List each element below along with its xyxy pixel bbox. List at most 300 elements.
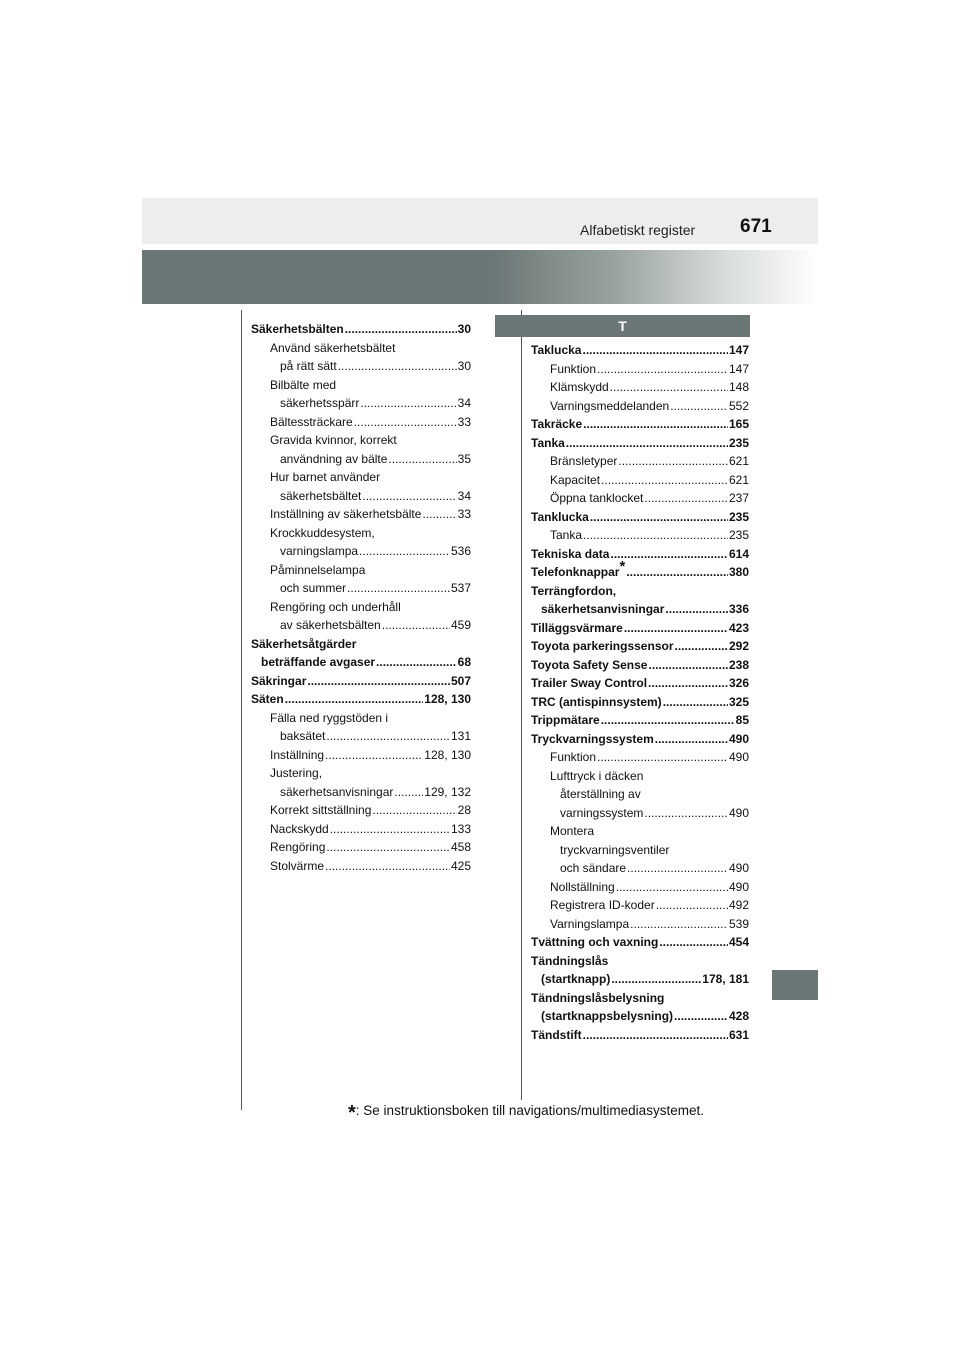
index-term	[560, 804, 643, 823]
index-term-text: Säkerhetsbälten	[251, 322, 344, 336]
index-term-text: säkerhetsanvisningar	[280, 784, 394, 799]
index-term	[531, 558, 626, 582]
dot-leader	[624, 619, 728, 638]
page-ref: 30	[457, 322, 471, 336]
index-term	[270, 746, 324, 765]
page-ref: 178, 181	[702, 972, 749, 986]
index-term	[280, 783, 393, 802]
index-term	[280, 450, 387, 469]
page-ref: 235	[728, 528, 749, 542]
index-column-left	[251, 320, 471, 875]
footnote-text: : Se instruktionsboken till navigations/multimediasystemet.	[355, 1103, 704, 1118]
index-term	[550, 378, 609, 397]
index-term	[280, 357, 337, 376]
index-entry	[251, 820, 471, 839]
page-number: 671	[740, 216, 772, 237]
chapter-band	[142, 250, 818, 304]
index-term	[531, 415, 582, 434]
index-term	[280, 487, 361, 506]
index-entry	[531, 970, 749, 989]
index-entry	[531, 878, 749, 897]
index-entry	[531, 397, 749, 416]
index-term-text: Tekniska data	[531, 546, 610, 561]
page-ref: 68	[457, 655, 471, 669]
index-term	[531, 933, 658, 952]
index-term-text: av säkerhetsbälten	[280, 618, 381, 632]
index-term-text: Tvättning och vaxning	[531, 935, 659, 949]
index-term-text: och sändare	[560, 861, 627, 875]
index-term-text: Varningslampa	[550, 916, 630, 931]
index-term-text: beträffande avgaser	[261, 655, 376, 669]
dot-leader	[345, 320, 457, 339]
index-term-text: Varningsmeddelanden	[550, 398, 670, 413]
dot-leader	[597, 748, 728, 767]
dot-leader	[382, 616, 450, 635]
index-term: Lufttryck i däcken	[550, 768, 644, 783]
dot-leader	[362, 487, 456, 506]
index-entry	[251, 413, 471, 432]
index-term-text: Telefonknappar	[531, 565, 620, 579]
index-term	[531, 711, 600, 730]
index-term	[270, 838, 325, 857]
index-term	[251, 320, 344, 339]
index-entry	[531, 558, 749, 582]
index-term: tryckvarningsventiler	[560, 842, 670, 857]
middle-column-rule	[521, 310, 522, 1100]
index-term-text: säkerhetsbältet	[280, 488, 362, 503]
dot-leader	[644, 489, 728, 508]
index-term-text: Trailer Sway Control	[531, 676, 648, 690]
index-term-text: Funktion	[550, 750, 597, 764]
index-entry	[531, 656, 749, 675]
dot-leader	[307, 672, 450, 691]
dot-leader	[648, 674, 728, 693]
index-entry	[251, 746, 471, 765]
index-term	[560, 859, 626, 878]
dot-leader	[566, 434, 728, 453]
index-entry	[251, 320, 471, 339]
index-term	[251, 672, 306, 691]
page-ref: 35	[457, 451, 471, 466]
index-term-text: säkerhetsspärr	[280, 396, 360, 410]
dot-leader	[601, 711, 735, 730]
index-term	[541, 600, 664, 619]
page-ref: 428	[728, 1009, 749, 1023]
index-term	[531, 434, 565, 453]
dot-leader	[597, 360, 728, 379]
index-term-text: Kapacitet	[550, 472, 601, 487]
page-ref: 133	[450, 821, 471, 836]
index-term-text: TRC (antispinnsystem)	[531, 694, 662, 709]
page-ref: 336	[728, 602, 749, 616]
page-ref: 34	[457, 396, 471, 410]
index-entry	[251, 542, 471, 561]
page-ref: 85	[735, 713, 749, 727]
index-entry	[251, 357, 471, 376]
page-ref: 131	[450, 729, 471, 743]
page-ref: 459	[450, 618, 471, 632]
index-entry	[531, 748, 749, 767]
index-entry	[531, 471, 749, 490]
index-entry	[531, 730, 749, 749]
dot-leader	[663, 693, 728, 712]
page-ref: 237	[728, 491, 749, 505]
index-term: Gravida kvinnor, korrekt	[270, 433, 397, 447]
dot-leader	[338, 357, 457, 376]
index-entry	[251, 727, 471, 746]
section-title: Alfabetiskt register	[580, 222, 696, 238]
dot-leader	[665, 600, 728, 619]
dot-leader	[354, 413, 457, 432]
index-term	[531, 730, 654, 749]
index-entry	[251, 709, 471, 728]
page-ref: 454	[728, 935, 749, 949]
page-ref: 129, 132	[424, 784, 471, 799]
index-term-text: Inställning	[270, 747, 325, 762]
index-entry	[251, 801, 471, 820]
index-term	[541, 970, 610, 989]
index-entry	[251, 857, 471, 876]
dot-leader	[422, 505, 456, 524]
page-ref: 380	[728, 565, 749, 579]
dot-leader	[330, 820, 450, 839]
index-term-text: Inställning av säkerhetsbälte	[270, 507, 422, 521]
index-term-text: säkerhetsanvisningar	[541, 602, 665, 616]
index-term-text: Toyota parkeringssensor	[531, 639, 674, 653]
index-term	[251, 690, 284, 709]
dot-leader	[656, 896, 728, 915]
index-entry	[531, 619, 749, 638]
dot-leader	[616, 878, 728, 897]
index-term-text: Klämskydd	[550, 380, 609, 394]
index-term-text: och summer	[280, 581, 347, 595]
index-term: Montera	[550, 824, 595, 838]
page-ref: 490	[728, 750, 749, 764]
index-entry	[531, 693, 749, 712]
index-term-text: (startknapp)	[541, 972, 611, 986]
index-entry	[531, 785, 749, 804]
index-term: Krockkuddesystem,	[270, 525, 375, 540]
index-term-text: Tanka	[531, 435, 565, 450]
dot-leader	[670, 397, 728, 416]
index-term-text: Takräcke	[531, 417, 583, 431]
index-entry	[531, 360, 749, 379]
index-entry	[531, 452, 749, 471]
index-letter-heading: T	[495, 315, 750, 337]
dot-leader	[655, 730, 728, 749]
dot-leader	[372, 801, 456, 820]
page-ref: 490	[728, 879, 749, 894]
index-entry	[531, 600, 749, 619]
page-ref: 28	[457, 803, 471, 817]
index-term-text: varningssystem	[560, 805, 644, 820]
dot-leader	[325, 746, 423, 765]
index-entry	[531, 378, 749, 397]
dot-leader	[611, 970, 701, 989]
index-term	[270, 857, 324, 876]
index-term: Hur barnet använder	[270, 470, 381, 484]
page-ref: 507	[450, 673, 471, 688]
index-term	[550, 896, 655, 915]
index-term: Rengöring och underhåll	[270, 599, 401, 614]
index-term-text: Registrera ID-koder	[550, 898, 655, 912]
index-term-text: Säkringar	[251, 673, 307, 688]
index-term: Tändningslåsbelysning	[531, 990, 665, 1005]
index-term	[531, 508, 589, 527]
index-term-text: Tändstift	[531, 1027, 582, 1042]
page-ref: 490	[728, 805, 749, 820]
dot-leader	[583, 526, 728, 545]
dot-leader	[583, 415, 728, 434]
index-term: Säkerhetsåtgärder	[251, 636, 357, 651]
index-term	[550, 915, 629, 934]
index-entry	[251, 376, 471, 395]
page-ref: 235	[728, 509, 749, 524]
index-entry	[251, 505, 471, 524]
page-ref: 30	[457, 359, 471, 373]
page-ref: 128, 130	[424, 692, 471, 706]
index-term	[550, 397, 669, 416]
index-term	[550, 489, 643, 508]
page-ref: 621	[728, 472, 749, 487]
index-term: Fälla ned ryggstöden i	[270, 710, 389, 725]
index-term-text: Nackskydd	[270, 821, 329, 836]
dot-leader	[359, 542, 450, 561]
index-entry	[531, 637, 749, 656]
index-term: återställning av	[560, 787, 641, 801]
index-entry	[531, 674, 749, 693]
index-term	[531, 341, 581, 360]
index-entry	[531, 545, 749, 564]
index-entry	[251, 468, 471, 487]
chapter-side-tab	[772, 970, 818, 1000]
index-entry	[531, 896, 749, 915]
index-term	[531, 619, 623, 638]
index-term-text: Rengöring	[270, 840, 326, 854]
dot-leader	[675, 637, 728, 656]
index-entry	[251, 690, 471, 709]
index-term-text: Säten	[251, 692, 284, 706]
page-ref: 425	[450, 858, 471, 873]
index-term-text: Toyota Safety Sense	[531, 657, 648, 672]
index-term-text: varningslampa	[280, 544, 359, 558]
index-term-text: (startknappsbelysning)	[541, 1009, 674, 1023]
index-term	[541, 1007, 673, 1026]
index-term-text: Nollställning	[550, 879, 615, 894]
page-ref: 165	[728, 417, 749, 431]
page-ref: 33	[457, 507, 471, 521]
page-ref: 614	[728, 546, 749, 561]
left-column-rule	[241, 310, 242, 1110]
index-entry	[531, 489, 749, 508]
page-ref: 128, 130	[424, 747, 471, 762]
page-ref: 148	[728, 380, 749, 394]
index-term	[531, 637, 674, 656]
dot-leader	[610, 545, 727, 564]
index-entry	[531, 1026, 749, 1045]
page-ref: 492	[728, 898, 749, 912]
index-entry	[251, 635, 471, 654]
index-term	[550, 471, 600, 490]
index-entry	[531, 822, 749, 841]
index-entry	[531, 915, 749, 934]
index-term-text: Öppna tanklocket	[550, 491, 644, 505]
index-term	[531, 1026, 582, 1045]
index-entry	[251, 450, 471, 469]
dot-leader	[674, 1007, 728, 1026]
page-ref: 490	[728, 861, 749, 875]
index-entry	[251, 616, 471, 635]
dot-leader	[582, 341, 727, 360]
page-ref: 539	[728, 916, 749, 931]
page-ref: 490	[728, 731, 749, 746]
page-ref: 34	[457, 488, 471, 503]
index-entry	[251, 561, 471, 580]
index-entry	[251, 672, 471, 691]
index-entry	[251, 487, 471, 506]
index-term: Justering,	[270, 766, 323, 780]
index-entry	[251, 579, 471, 598]
index-term-text: Tanklucka	[531, 509, 589, 524]
index-entry	[531, 804, 749, 823]
index-entry	[531, 341, 749, 360]
dot-leader	[325, 857, 450, 876]
footnote-marker: *	[348, 1102, 356, 1124]
dot-leader	[360, 394, 456, 413]
page-ref: 238	[728, 657, 749, 672]
index-entry	[531, 508, 749, 527]
page-ref: 631	[728, 1027, 749, 1042]
dot-leader	[610, 378, 728, 397]
index-term	[280, 579, 346, 598]
page-ref: 458	[450, 840, 471, 854]
dot-leader	[326, 727, 450, 746]
index-entry	[531, 1007, 749, 1026]
page-ref: 292	[728, 639, 749, 653]
index-term-text: Trippmätare	[531, 713, 600, 727]
index-entry	[531, 933, 749, 952]
index-term-text: Korrekt sittställning	[270, 803, 372, 817]
index-term-text: Taklucka	[531, 343, 582, 357]
index-term: Bilbälte med	[270, 377, 337, 392]
index-entry	[251, 783, 471, 802]
index-term-text: baksätet	[280, 729, 326, 743]
index-entry	[531, 711, 749, 730]
dot-leader	[590, 508, 728, 527]
index-term-text: Bältessträckare	[270, 414, 353, 429]
index-term	[550, 360, 596, 379]
dot-leader	[376, 653, 457, 672]
index-term	[270, 820, 329, 839]
index-term	[531, 545, 609, 564]
index-term: Påminnelselampa	[270, 562, 366, 577]
index-entry	[251, 339, 471, 358]
dot-leader	[618, 452, 728, 471]
dot-leader	[285, 690, 424, 709]
index-term	[280, 616, 381, 635]
index-term-text: på rätt sätt	[280, 359, 337, 373]
index-entry	[531, 952, 749, 971]
index-term	[280, 727, 325, 746]
index-term-text: Bränsletyper	[550, 454, 618, 468]
index-term	[531, 693, 662, 712]
dot-leader	[326, 838, 450, 857]
index-entry	[251, 394, 471, 413]
index-term: Använd säkerhetsbältet	[270, 340, 396, 355]
page-ref: 33	[457, 414, 471, 429]
index-term-text: Tilläggsvärmare	[531, 620, 623, 635]
index-term: Tändningslås	[531, 953, 609, 968]
index-term	[550, 452, 617, 471]
page-ref: 536	[450, 544, 471, 558]
index-entry	[531, 434, 749, 453]
index-entry	[251, 524, 471, 543]
index-term	[270, 413, 353, 432]
index-term-text: Tanka	[550, 528, 583, 542]
dot-leader	[601, 471, 728, 490]
dot-leader	[659, 933, 728, 952]
index-term-text: Stolvärme	[270, 858, 325, 873]
index-term	[550, 526, 582, 545]
page-ref: 147	[728, 343, 749, 357]
index-term	[531, 656, 647, 675]
index-entry	[531, 989, 749, 1008]
index-entry	[531, 526, 749, 545]
index-entry	[251, 653, 471, 672]
dot-leader	[583, 1026, 728, 1045]
index-term	[531, 674, 647, 693]
footnote-ref: *	[619, 558, 626, 575]
page-ref: 552	[728, 398, 749, 413]
index-term	[550, 878, 615, 897]
dot-leader	[630, 915, 728, 934]
index-term	[270, 801, 371, 820]
dot-leader	[627, 859, 728, 878]
dot-leader	[388, 450, 456, 469]
index-term	[280, 542, 358, 561]
page-ref: 325	[728, 694, 749, 709]
page-ref: 147	[728, 361, 749, 376]
index-term-text: användning av bälte	[280, 451, 388, 466]
page-ref: 537	[450, 581, 471, 595]
index-entry	[251, 598, 471, 617]
dot-leader	[644, 804, 728, 823]
index-term: Terrängfordon,	[531, 583, 617, 598]
index-term	[280, 394, 359, 413]
index-entry	[251, 838, 471, 857]
index-entry	[531, 767, 749, 786]
page-ref: 326	[728, 676, 749, 690]
index-column-right	[531, 341, 749, 1044]
index-term	[261, 653, 375, 672]
dot-leader	[394, 783, 423, 802]
dot-leader	[626, 563, 728, 582]
footnote	[348, 1102, 704, 1125]
header-band	[142, 198, 818, 244]
page-ref: 423	[728, 620, 749, 635]
index-entry	[531, 582, 749, 601]
index-term-text: Funktion	[550, 361, 597, 376]
page-ref: 235	[728, 435, 749, 450]
dot-leader	[648, 656, 727, 675]
index-entry	[531, 841, 749, 860]
index-term	[270, 505, 421, 524]
index-entry	[531, 859, 749, 878]
index-entry	[251, 431, 471, 450]
index-entry	[251, 764, 471, 783]
index-term	[550, 748, 596, 767]
index-term-text: Tryckvarningssystem	[531, 731, 654, 746]
